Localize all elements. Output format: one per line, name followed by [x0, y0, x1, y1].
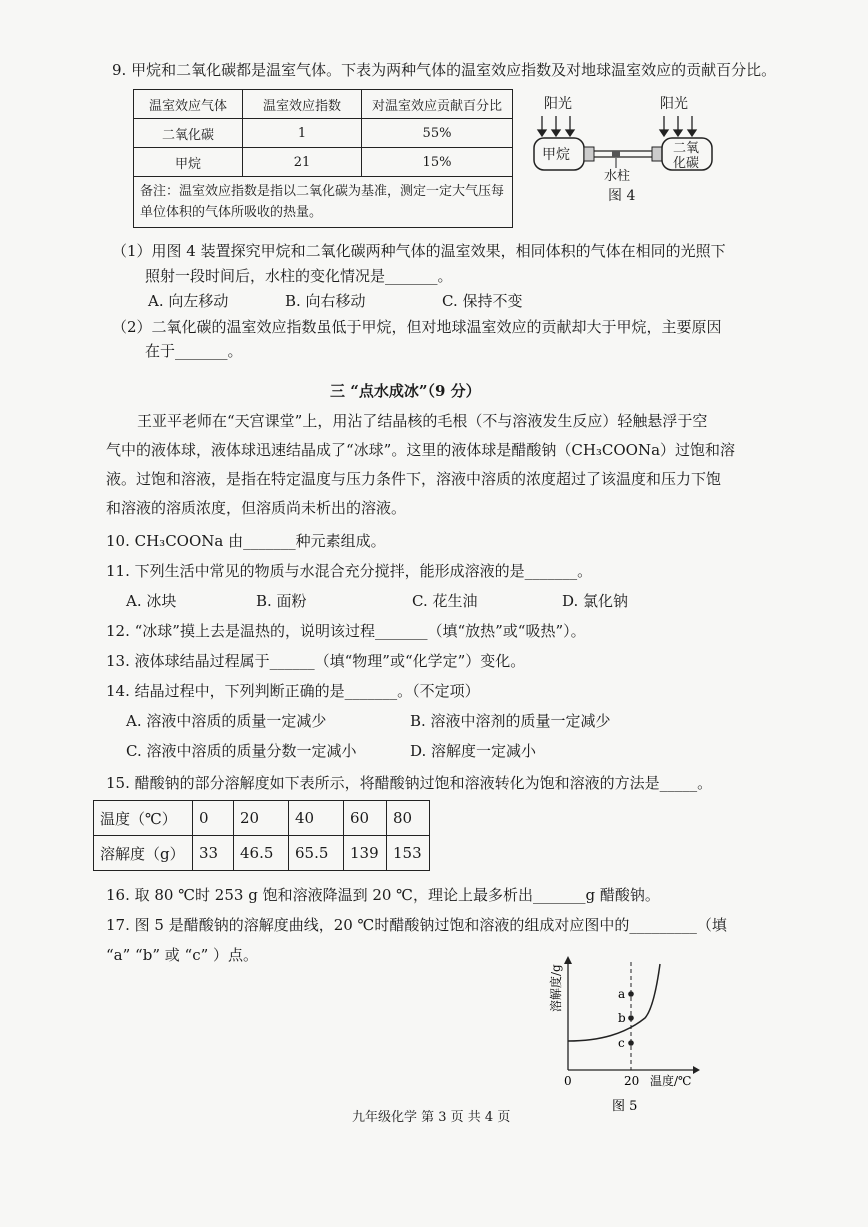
- stopper-right: [652, 147, 662, 161]
- y-axis-label: 溶解度/g: [549, 964, 563, 1012]
- table-note: [134, 177, 513, 228]
- table-cell: 60: [344, 801, 387, 836]
- option: B. 面粉: [256, 592, 307, 610]
- table-note-row: [134, 177, 513, 228]
- table-cell: 55%: [362, 119, 513, 148]
- point-a-label: a: [618, 987, 626, 1001]
- solubility-curve: [568, 964, 660, 1041]
- option: B. 溶液中溶剂的质量一定减少: [410, 712, 611, 730]
- methane-label: 甲烷: [542, 147, 570, 163]
- point-b-label: b: [618, 1011, 626, 1025]
- q17-line1: 17. 图 5 是醋酸钠的溶解度曲线，20 ℃时醋酸钠过饱和溶液的组成对应图中的_________（填: [106, 916, 727, 934]
- figure-4-caption: 图 4: [608, 188, 636, 204]
- stopper-left: [584, 147, 594, 161]
- figure-4: [528, 92, 728, 212]
- point-a: [628, 991, 634, 997]
- table-header: 温室效应指数: [243, 90, 362, 119]
- table-cell: 15%: [362, 148, 513, 177]
- q9-sub1-line2: 照射一段时间后，水柱的变化情况是_______。: [145, 267, 453, 285]
- table-cell: 80: [387, 801, 430, 836]
- sun-arrows-right: [660, 116, 696, 136]
- q9-sub2-line1: （2）二氧化碳的温室效应指数虽低于甲烷，但对地球温室效应的贡献却大于甲烷，主要原因: [112, 318, 722, 336]
- table-cell: 0: [193, 801, 234, 836]
- table-cell: 甲烷: [134, 148, 243, 177]
- q10: 10. CH₃COONa 由_______种元素组成。: [106, 532, 386, 550]
- figure-5: [540, 950, 710, 1120]
- passage-line: 王亚平老师在“天宫课堂”上，用沾了结晶核的毛根（不与溶液发生反应）轻触悬浮于空: [137, 412, 708, 430]
- q9-sub1-line1: （1）用图 4 装置探究甲烷和二氧化碳两种气体的温室效果，相同体积的气体在相同的光照下: [112, 242, 726, 260]
- table-cell: 40: [289, 801, 344, 836]
- option: D. 氯化钠: [562, 592, 629, 610]
- sun-left-label: 阳光: [544, 96, 572, 112]
- table-cell: 33: [193, 836, 234, 871]
- table-row: [134, 119, 513, 148]
- solubility-table: [93, 800, 430, 871]
- table-cell: 1: [243, 119, 362, 148]
- table-cell: 139: [344, 836, 387, 871]
- greenhouse-table: [133, 89, 513, 228]
- point-b: [628, 1015, 634, 1021]
- table-cell: 21: [243, 148, 362, 177]
- q16: 16. 取 80 ℃时 253 g 饱和溶液降温到 20 ℃，理论上最多析出_______g 醋酸钠。: [106, 886, 660, 904]
- q12: 12. “冰球”摸上去是温热的，说明该过程_______（填“放热”或“吸热”）。: [106, 622, 586, 640]
- table-header: 对温室效应贡献百分比: [362, 90, 513, 119]
- table-cell: 20: [234, 801, 289, 836]
- passage-line: 和溶液的溶质浓度，但溶质尚未析出的溶液。: [106, 499, 407, 517]
- table-cell: 二氧化碳: [134, 119, 243, 148]
- co2-label-line1: 二氧: [673, 141, 700, 156]
- q9-sub2-line2: 在于_______。: [145, 342, 243, 360]
- table-row: [94, 836, 430, 871]
- point-c: [628, 1040, 634, 1046]
- option: C. 溶液中溶质的质量分数一定减小: [126, 742, 357, 760]
- point-c-label: c: [618, 1036, 625, 1050]
- figure-5-caption: 图 5: [612, 1099, 638, 1114]
- table-note-text: 备注：温室效应指数是指以二氧化碳为基准，测定一定大气压每单位体积的气体所吸收的热量。: [140, 184, 505, 220]
- x-axis-label: 温度/℃: [650, 1074, 692, 1088]
- table-row: [94, 801, 430, 836]
- q17-line2: “a” “b” 或 “c” ）点。: [106, 946, 259, 964]
- section-title: 三 “点水成冰”（9 分）: [330, 382, 481, 400]
- table-row: [134, 148, 513, 177]
- option: A. 溶液中溶质的质量一定减少: [126, 712, 327, 730]
- passage-line: 液。过饱和溶液，是指在特定温度与压力条件下，溶液中溶质的浓度超过了该温度和压力下饱: [106, 470, 722, 488]
- table-cell: 46.5: [234, 836, 289, 871]
- passage-line: 气中的液体球，液体球迅速结晶成了“冰球”。这里的液体球是醋酸钠（CH₃COONa）过饱和溶: [106, 441, 736, 459]
- option: A. 向左移动: [148, 292, 229, 310]
- water-column: [612, 151, 620, 157]
- origin-label: 0: [564, 1074, 572, 1088]
- sun-right-label: 阳光: [660, 96, 688, 112]
- q9-stem: 9. 甲烷和二氧化碳都是温室气体。下表为两种气体的温室效应指数及对地球温室效应的贡献百分比。: [112, 61, 777, 79]
- option: C. 花生油: [412, 592, 478, 610]
- sun-arrows-left: [538, 116, 574, 136]
- table-cell: 温度（℃）: [94, 801, 193, 836]
- co2-label-line2: 化碳: [673, 156, 700, 171]
- table-cell: 溶解度（g）: [94, 836, 193, 871]
- table-cell: 65.5: [289, 836, 344, 871]
- option: A. 冰块: [126, 592, 177, 610]
- water-label: 水柱: [604, 169, 631, 184]
- option: D. 溶解度一定减小: [410, 742, 537, 760]
- table-header-row: [134, 90, 513, 119]
- q11-stem: 11. 下列生活中常见的物质与水混合充分搅拌，能形成溶液的是_______。: [106, 562, 593, 580]
- option: C. 保持不变: [442, 292, 523, 310]
- x-tick-label: 20: [624, 1074, 640, 1088]
- q14-stem: 14. 结晶过程中，下列判断正确的是_______。（不定项）: [106, 682, 480, 700]
- q13: 13. 液体球结晶过程属于______（填“物理”或“化学定”）变化。: [106, 652, 526, 670]
- q15-stem: 15. 醋酸钠的部分溶解度如下表所示，将醋酸钠过饱和溶液转化为饱和溶液的方法是_____。: [106, 774, 713, 792]
- table-cell: 153: [387, 836, 430, 871]
- table-header: 温室效应气体: [134, 90, 243, 119]
- option: B. 向右移动: [285, 292, 366, 310]
- page-footer: 九年级化学 第 3 页 共 4 页: [352, 1110, 511, 1125]
